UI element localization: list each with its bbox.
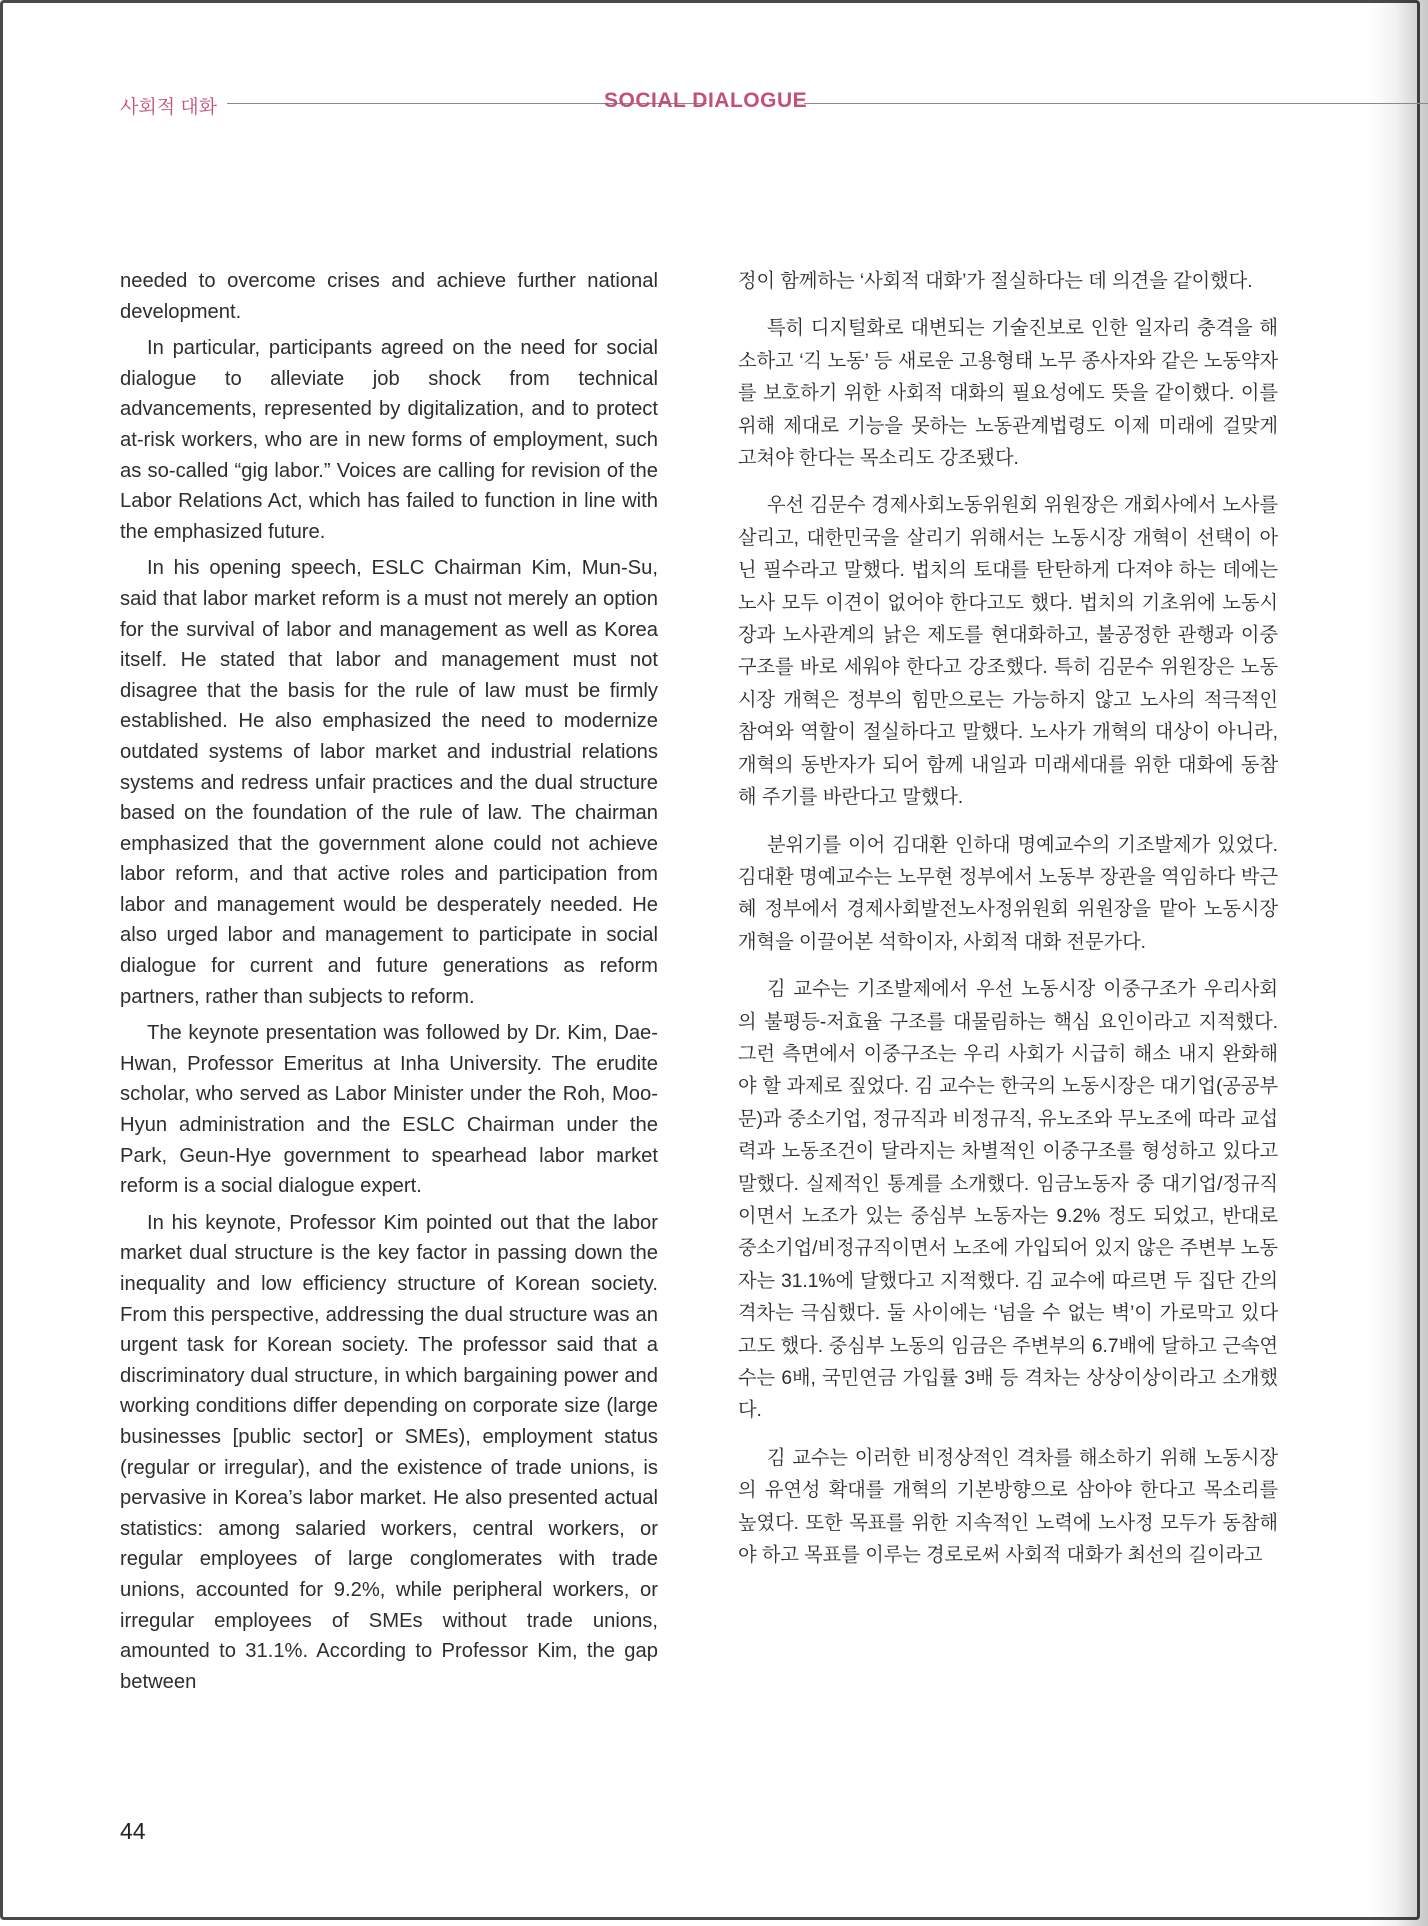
english-paragraph: In his keynote, Professor Kim pointed out that the labor market dual structure is the key factor in passing down the inequality and low efficiency structure of Korean society. From this perspective, addressing the dual structure was an urgent task for Korean society. The professor said that a discriminatory dual structure, in which bargaining power and working conditions differ depending on corporate size (large businesses [public sector] or SMEs), employment status (regular or irregular), and the existence of trade unions, is pervasive in Korea’s labor market. He also presented actual statistics: among salaried workers, central workers, or regular employees of large conglomerates with trade unions, accounted for 9.2%, while peripheral workers, or irregular employees of SMEs without trade unions, amounted to 31.1%. According to Professor Kim, the gap between: [120, 1211, 658, 1693]
korean-paragraph: 김 교수는 이러한 비정상적인 격차를 해소하기 위해 노동시장의 유연성 확대를 개혁의 기본방향으로 삼아야 한다고 목소리를 높였다. 또한 목표를 위한 지속적인 노력에 노사정 모두가 동참해야 하고 목표를 이루는 경로로써 사회적 대화가 최선의 길이라고: [738, 1447, 1278, 1567]
english-paragraph: In particular, participants agreed on the need for social dialogue to alleviate job shock from technical advancements, represented by digitalization, and to protect at-risk workers, who are in new forms of employment, such as so-called “gig labor.” Voices are calling for revision of the Labor Relations Act, which has failed to function in line with the emphasized future.: [120, 337, 658, 543]
korean-paragraph: 분위기를 이어 김대환 인하대 명예교수의 기조발제가 있었다. 김대환 명예교수는 노무현 정부에서 노동부 장관을 역임하다 박근혜 정부에서 경제사회발전노사정위원회 위원장을 맡아 노동시장 개혁을 이끌어본 석학이자, 사회적 대화 전문가다.: [738, 834, 1278, 953]
page-number: 44: [120, 1818, 146, 1844]
korean-paragraph: 우선 김문수 경제사회노동위원회 위원장은 개회사에서 노사를 살리고, 대한민국을 살리기 위해서는 노동시장 개혁이 선택이 아닌 필수라고 말했다. 법치의 토대를 탄탄하게 다져야 하는 데에는 노사 모두 이견이 없어야 한다고도 했다. 법치의 기초위에 노동시장과 노사관계의 낡은 제도를 현대화하고, 불공정한 관행과 이중구조를 바로 세워야 한다고 강조했다. 특히 김문수 위원장은 노동시장 개혁은 정부의 힘만으로는 가능하지 않고 노사의 적극적인 참여와 역할이 절실하다고 말했다. 노사가 개혁의 대상이 아니라, 개혁의 동반자가 되어 함께 내일과 미래세대를 위한 대화에 동참해 주기를 바란다고 말했다.: [738, 495, 1278, 809]
english-paragraph: needed to overcome crises and achieve further national development.: [120, 270, 658, 323]
english-paragraph: In his opening speech, ESLC Chairman Kim, Mun-Su, said that labor market reform is a must not merely an option for the survival of labor and management as well as Korea itself. He stated that labor and management must not disagree that the basis for the rule of law must be firmly established. He also emphasized the need to modernize outdated systems of labor market and industrial relations systems and redress unfair practices and the dual structure based on the foundation of the rule of law. The chairman emphasized that the government alone could not achieve labor reform, and that active roles and participation from labor and management would be desperately needed. He also urged labor and management to participate in social dialogue for current and future generations as reform partners, rather than subjects to reform.: [120, 557, 658, 1008]
section-label: 사회적 대화: [120, 97, 218, 118]
header-rule-right: [804, 103, 1428, 104]
korean-paragraph: 정이 함께하는 ‘사회적 대화’가 절실하다는 데 의견을 같이했다.: [738, 271, 1253, 292]
korean-column: [738, 266, 1278, 1587]
english-paragraph: The keynote presentation was followed by Dr. Kim, Dae-Hwan, Professor Emeritus at Inha University. The erudite scholar, who served as Labor Minister under the Roh, Moo-Hyun administration and the ESLC Chairman under the Park, Geun-Hye government to spearhead labor market reform is a social dialogue expert.: [120, 1022, 658, 1198]
korean-paragraph: 김 교수는 기조발제에서 우선 노동시장 이중구조가 우리사회의 불평등-저효율 구조를 대물림하는 핵심 요인이라고 지적했다. 그런 측면에서 이중구조는 우리 사회가 시급히 해소 내지 완화해야 할 과제로 짚었다. 김 교수는 한국의 노동시장은 대기업(공공부문)과 중소기업, 정규직과 비정규직, 유노조와 무노조에 따라 교섭력과 노동조건이 달라지는 차별적인 이중구조를 형성하고 있다고 말했다. 실제적인 통계를 소개했다. 임금노동자 중 대기업/정규직이면서 노조가 있는 중심부 노동자는 9.2% 정도 되었고, 반대로 중소기업/비정규직이면서 노조에 가입되어 있지 않은 주변부 노동자는 31.1%에 달했다고 지적했다. 김 교수에 따르면 두 집단 간의 격차는 극심했다. 둘 사이에는 ‘넘을 수 없는 벽’이 가로막고 있다고도 했다. 중심부 노동의 임금은 주변부의 6.7배에 달하고 근속연수는 6배, 국민연금 가입률 3배 등 격차는 상상이상이라고 소개했다.: [738, 979, 1278, 1422]
book-spine-shadow: [1368, 0, 1428, 1926]
korean-paragraph: 특히 디지털화로 대변되는 기술진보로 인한 일자리 충격을 해소하고 ‘긱 노동’ 등 새로운 고용형태 노무 종사자와 같은 노동약자를 보호하기 위한 사회적 대화의 필요성에도 뜻을 같이했다. 이를 위해 제대로 기능을 못하는 노동관계법령도 이제 미래에 걸맞게 고쳐야 한다는 목소리도 강조됐다.: [738, 318, 1278, 470]
running-header: [120, 88, 1428, 118]
english-column: [120, 266, 658, 1703]
section-title: SOCIAL DIALOGUE: [604, 89, 808, 112]
